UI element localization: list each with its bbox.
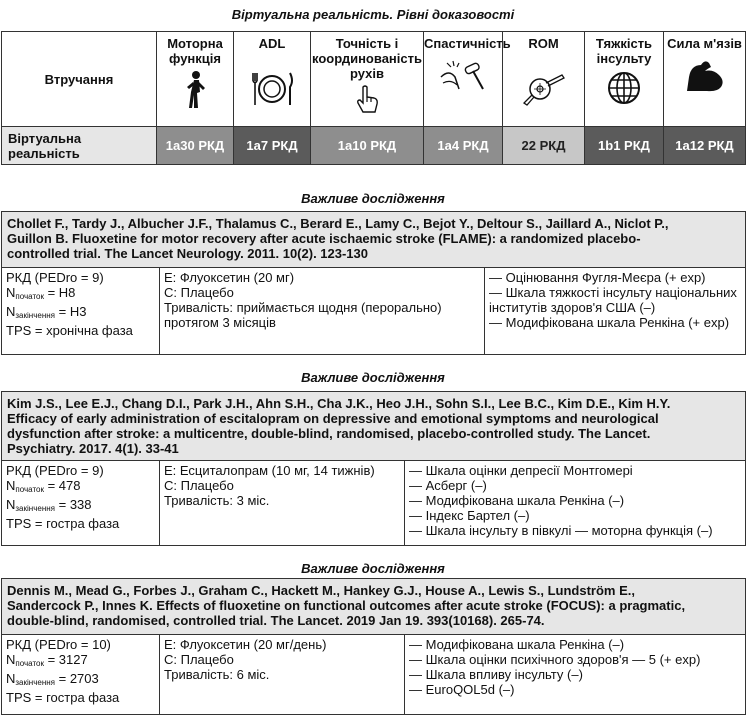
reflex-hammer-icon [437, 55, 489, 95]
study-outcomes: — Модифікована шкала Ренкіна (–) — Шкала оцінки психічного здоров'я — 5 (+ exp) — Шкала впливу інсульту (–) — EuroQOL5d (–) [405, 635, 746, 715]
level-cell-strength: 1a12 РКД [664, 127, 746, 165]
col-muscle-strength: Сила м'язів [664, 32, 746, 127]
evidence-table [1, 31, 746, 165]
study-outcomes: — Шкала оцінки депресії Монтгомері — Асберг (–) — Модифікована шкала Ренкіна (–) — Індекс Бартел (–) — Шкала інсульту в півкулі — моторна функція (–) [405, 461, 746, 546]
level-cell-precision: 1a10 РКД [311, 127, 424, 165]
col-rom: ROM [503, 32, 585, 127]
study-caption: Важливе дослідження [301, 191, 445, 206]
level-cell-motor: 1a30 РКД [157, 127, 234, 165]
intervention-label: Віртуальна реальність [2, 127, 157, 165]
goniometer-icon [522, 67, 566, 107]
study-outcomes: — Оцінювання Фугля-Меєра (+ exp) — Шкала тяжкості інсульту національних інститутів здоров'я США (–) — Модифікована шкала Ренкіна (+ exp) [485, 268, 746, 355]
pointing-hand-icon [352, 85, 382, 115]
study-citation: Chollet F., Tardy J., Albucher J.F., Thalamus C., Berard E., Lamy C., Bejot Y., Deltour S., Jaillard A., Niclot P., Guillon B. Fluoxetine for motor recovery after acute ischaemic stroke (FLAME): a randomized placebo- controlled trial. The Lancet Neurology. 2011. 10(2). 123-130 [2, 212, 746, 268]
study-caption: Важливе дослідження [301, 561, 445, 576]
globe-icon [606, 70, 642, 106]
col-spasticity: Спастичність [424, 32, 503, 127]
study-design: РКД (PEDro = 9) $N_{початок} = 478$ $N_{закінчення} = 338$ TPS = гостра фаза [2, 461, 160, 546]
col-stroke-severity: Тяжкість інсульту [585, 32, 664, 127]
study-table [1, 391, 746, 546]
study-caption: Важливе дослідження [301, 370, 445, 385]
flexed-arm-icon [683, 57, 727, 93]
study-citation: Dennis M., Mead G., Forbes J., Graham C., Hackett M., Hankey G.J., House A., Lewis S., Lundström E., Sandercock P., Innes K. Effects of fluoxetine on functional outcomes after acute stroke (FOCUS): a pragmatic, double-blind, randomised, controlled trial. The Lancet. 2019 Jan 19. 393(10168). 265-74. [2, 579, 746, 635]
level-cell-adl: 1a7 РКД [234, 127, 311, 165]
row-header: Втручання [2, 32, 157, 127]
standing-person-icon [181, 70, 209, 110]
evidence-title: Віртуальна реальність. Рівні доказовості [231, 7, 515, 22]
col-motor-function: Моторна функція [157, 32, 234, 127]
study-intervention: Е: Есциталопрам (10 мг, 14 тижнів) С: Плацебо Тривалість: 3 міс. [160, 461, 405, 546]
study-table [1, 211, 746, 355]
plate-cutlery-icon [248, 69, 296, 109]
col-precision: Точність і координованість рухів [311, 32, 424, 127]
study-intervention: Е: Флуоксетин (20 мг/день) С: Плацебо Тривалість: 6 міс. [160, 635, 405, 715]
study-design: РКД (PEDro = 10) $N_{початок} = 3127$ $N_{закінчення} = 2703$ TPS = гостра фаза [2, 635, 160, 715]
study-intervention: Е: Флуоксетин (20 мг) С: Плацебо Тривалість: приймається щодня (перорально) протягом 3 місяців [160, 268, 485, 355]
level-cell-severity: 1b1 РКД [585, 127, 664, 165]
study-design: РКД (PEDro = 9) $N_{початок} = Н8$ $N_{закінчення} = Н3$ TPS = хронічна фаза [2, 268, 160, 355]
col-adl: ADL [234, 32, 311, 127]
study-table [1, 578, 746, 715]
study-citation: Kim J.S., Lee E.J., Chang D.I., Park J.H., Ahn S.H., Cha J.K., Heo J.H., Sohn S.I., Lee B.C., Kim D.E., Kim H.Y. Efficacy of early administration of escitalopram on depressive and emotional symptoms and neurological dysfunction after stroke: a multicentre, double-blind, randomised, placebo-controlled study. The Lancet. Psychiatry. 2017. 4(1). 33-41 [2, 392, 746, 461]
level-cell-rom: 22 РКД [503, 127, 585, 165]
level-cell-spasticity: 1a4 РКД [424, 127, 503, 165]
